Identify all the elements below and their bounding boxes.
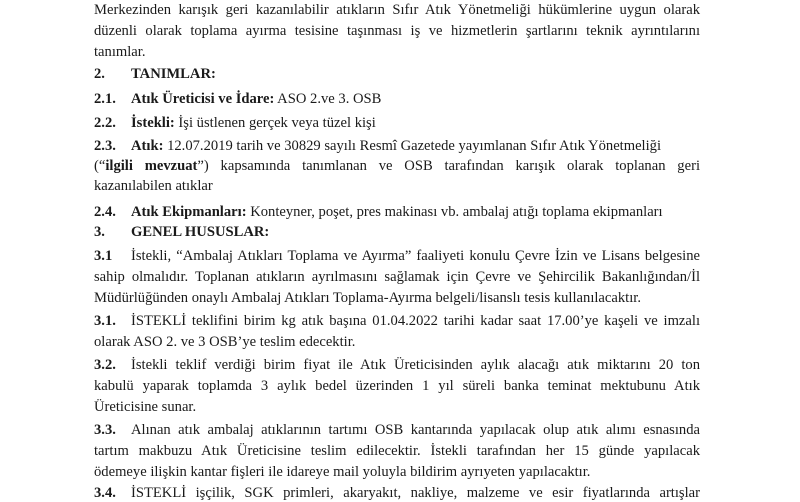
definition-term: Atık:: [131, 138, 164, 154]
section-number: 2.: [94, 66, 105, 82]
definition-2-3-line-3: kazanılabilen atıklar: [94, 178, 213, 194]
section-title: TANIMLAR:: [131, 66, 216, 82]
definition-term: Atık Üreticisi ve İdare:: [131, 91, 275, 107]
paragraph-3-3-line-2: tartım makbuzu Atık Üreticisine teslim edilecektir. İstekli tarafından her 15 günde yapılacak: [94, 443, 700, 459]
definition-term: Atık Ekipmanları:: [131, 204, 247, 220]
item-number: 2.3.: [94, 138, 116, 154]
definition-term-bold: ilgili mevzuat: [105, 158, 198, 174]
definition-text: İşi üstlenen gerçek veya tüzel kişi: [174, 115, 376, 131]
paragraph-text: İSTEKLİ teklifini birim kg atık başına 01.04.2022 tarihi kadar saat 17.00’ye kaşeli ve imzalı: [131, 313, 700, 329]
paragraph-3-2-line-3: Üreticisine sunar.: [94, 399, 197, 415]
paragraph-text: İstekli teklif verdiği birim fiyat ile Atık Üreticisinden aylık alacağı atık miktarını 20 ton: [131, 357, 700, 373]
intro-line-1: Merkezinden karışık geri kazanılabilir atıkların Sıfır Atık Yönetmeliği hükümlerine uygun olarak: [94, 2, 700, 18]
item-number: 2.1.: [94, 91, 116, 107]
paragraph-text: İstekli, “Ambalaj Atıkları Toplama ve Ayırma” faaliyeti konulu Çevre İzin ve Lisans belgesine: [131, 248, 700, 264]
intro-line-3: tanımlar.: [94, 44, 146, 60]
definition-text: Konteyner, poşet, pres makinası vb. ambalaj atığı toplama ekipmanları: [246, 204, 663, 220]
paragraph-3-2-line-2: kabulü yaparak toplamda 3 aylık bedel üzerinden 1 yıl süreli banka teminat mektubunu Atık: [94, 378, 700, 394]
section-title: GENEL HUSUSLAR:: [131, 224, 270, 240]
item-number: 3.3.: [94, 422, 116, 438]
definition-text: ASO 2.ve 3. OSB: [274, 91, 382, 107]
definition-text: 12.07.2019 tarih ve 30829 sayılı Resmî Gazetede yayımlanan Sıfır Atık Yönetmeliği: [163, 138, 662, 154]
item-number: 3.1: [94, 248, 113, 264]
definition-2-3-line-2: [94, 157, 700, 175]
paragraph-3-1-b-line-2: olarak ASO 2. ve 3 OSB’ye teslim edecektir.: [94, 334, 356, 350]
definition-term: İstekli:: [131, 115, 175, 131]
definition-text: ”) kapsamında tanımlanan ve OSB tarafından karışık olarak toplanan geri: [197, 158, 700, 174]
quote-open: (“: [94, 158, 106, 174]
item-number: 3.2.: [94, 357, 116, 373]
item-number: 2.2.: [94, 115, 116, 131]
paragraph-3-3-line-3: ödemeye ilişkin kantar fişleri ile idareye mail yoluyla bildirim ayrıyeten yapılacaktır.: [94, 464, 591, 480]
paragraph-text: Alınan atık ambalaj atıklarının tartımı OSB kantarında yapılacak olup atık alımı esnasında: [131, 422, 700, 438]
item-number: 3.1.: [94, 313, 116, 329]
section-number: 3.: [94, 224, 105, 240]
paragraph-text: İSTEKLİ işçilik, SGK primleri, akaryakıt, nakliye, malzeme ve esir fiyatlarında artışlar: [131, 485, 700, 501]
paragraph-3-1-a-line-2: sahip olmalıdır. Toplanan atıkların ayrılmasını sağlamak için Çevre ve Şehircilik Bakanlığından/İl: [94, 269, 700, 285]
paragraph-3-1-a-line-3: Müdürlüğünden onaylı Ambalaj Atıkları Toplama-Ayırma belgeli/lisanslı tesis kullanılacaktır.: [94, 290, 641, 306]
item-number: 3.4.: [94, 485, 116, 501]
item-number: 2.4.: [94, 204, 116, 220]
intro-line-2: düzenli olarak toplama ayırma tesisine taşınması iş ve hizmetlerin şartlarını teknik ayrıntılarını: [94, 23, 700, 39]
